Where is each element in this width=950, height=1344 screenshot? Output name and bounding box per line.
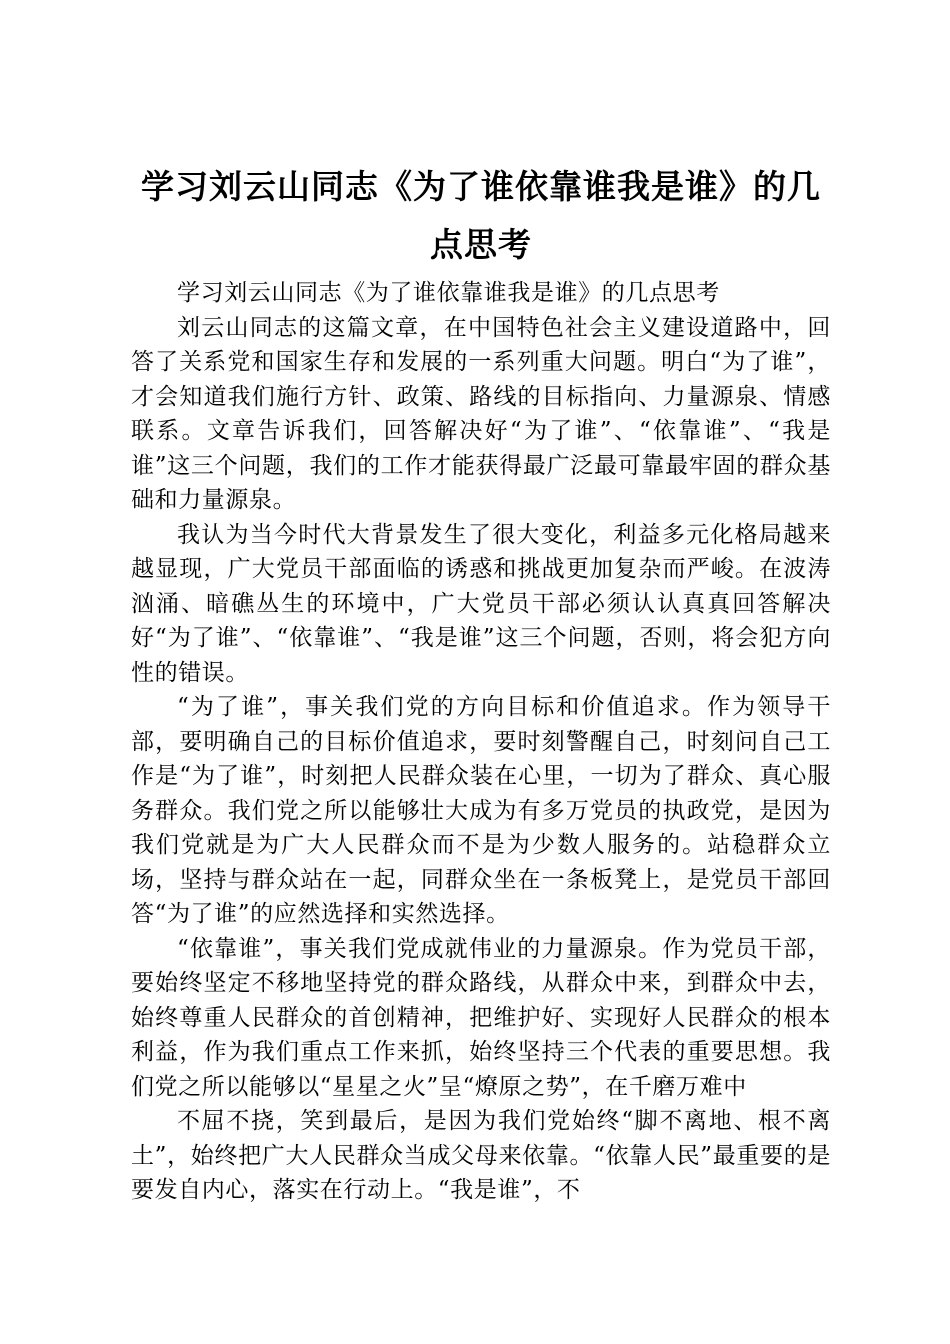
paragraph: “为了谁”，事关我们党的方向目标和价值追求。作为领导干部，要明确自己的目标价值追求，要时刻警醒自己，时刻问自己工作是“为了谁”，时刻把人民群众装在心里，一切为了群众、真心服务群众。我们党之所以能够壮大成为有多万党员的执政党，是因为我们党就是为广大人民群众而不是为少数人服务的。站稳群众立场，坚持与群众站在一起，同群众坐在一条板凳上，是党员干部回答“为了谁”的应然选择和实然选择。 [131,694,831,927]
document-page [131,158,831,1208]
paragraph: “依靠谁”，事关我们党成就伟业的力量源泉。作为党员干部，要始终坚定不移地坚持党的群众路线，从群众中来，到群众中去，始终尊重人民群众的首创精神，把维护好、实现好人民群众的根本利益，作为我们重点工作来抓，始终坚持三个代表的重要思想。我们党之所以能够以“星星之火”呈“燎原之势”，在千磨万难中 [131,935,831,1100]
paragraph: 我认为当今时代大背景发生了很大变化，利益多元化格局越来越显现，广大党员干部面临的诱惑和挑战更加复杂而严峻。在波涛汹涌、暗礁丛生的环境中，广大党员干部必须认认真真回答解决好“为了谁”、“依靠谁”、“我是谁”这三个问题，否则，将会犯方向性的错误。 [131,521,831,686]
paragraph: 不屈不挠，笑到最后，是因为我们党始终“脚不离地、根不离土”，始终把广大人民群众当成父母来依靠。“依靠人民”最重要的是要发自内心，落实在行动上。“我是谁”，不 [131,1108,831,1203]
paragraph: 刘云山同志的这篇文章，在中国特色社会主义建设道路中，回答了关系党和国家生存和发展的一系列重大问题。明白“为了谁”，才会知道我们施行方针、政策、路线的目标指向、力量源泉、情感联系。文章告诉我们，回答解决好“为了谁”、“依靠谁”、“我是谁”这三个问题，我们的工作才能获得最广泛最可靠最牢固的群众基础和力量源泉。 [131,314,831,513]
document-title: 学习刘云山同志《为了谁依靠谁我是谁》的几点思考 [141,167,821,264]
document-body [131,276,831,1208]
paragraph-subtitle: 学习刘云山同志《为了谁依靠谁我是谁》的几点思考 [177,280,720,306]
